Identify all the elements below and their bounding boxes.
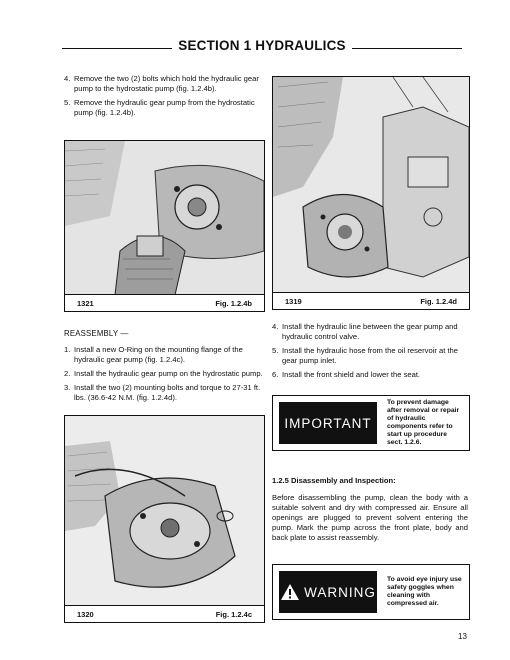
list-item: [64, 98, 264, 118]
important-callout: [272, 395, 470, 451]
list-item: [272, 370, 468, 380]
reassembly-steps-continued: [272, 322, 468, 384]
important-note: [387, 396, 463, 450]
step-text: Install the hydraulic gear pump on the hydrostatic pump.: [74, 369, 263, 378]
list-item: [64, 369, 264, 379]
step-text: Remove the hydraulic gear pump from the hydrostatic pump (fig. 1.2.4b).: [74, 98, 255, 117]
warning-note-text: To avoid eye injury use safety goggles when cleaning with compressed air.: [387, 576, 462, 607]
figure-1-2-4b: [64, 140, 265, 312]
header-rule-left: [62, 48, 172, 49]
figure-caption: [273, 292, 469, 309]
reassembly-heading: REASSEMBLY —: [64, 329, 129, 338]
figure-number: 1320: [77, 610, 94, 619]
step-number: 4.: [64, 74, 71, 83]
warning-callout: [272, 564, 470, 620]
figure-caption: [65, 294, 264, 311]
step-number: 4.: [272, 322, 279, 331]
figure-label: Fig. 1.2.4c: [215, 610, 252, 619]
section-title: SECTION 1 HYDRAULICS: [178, 38, 346, 53]
pump-photo-illustration: [273, 77, 469, 293]
removal-steps: [64, 74, 264, 122]
section-header: [62, 38, 462, 58]
step-number: 5.: [272, 346, 279, 355]
list-item: [64, 345, 264, 365]
important-badge: IMPORTANT: [279, 402, 377, 444]
figure-label: Fig. 1.2.4d: [420, 297, 457, 306]
disassembly-heading: 1.2.5 Disassembly and Inspection:: [272, 476, 396, 485]
warning-note: [387, 565, 463, 619]
figure-label: Fig. 1.2.4b: [215, 299, 252, 308]
gear-pump-photo-illustration: [65, 416, 264, 606]
list-item: [272, 322, 468, 342]
warning-label: WARNING: [304, 584, 376, 600]
figure-caption: [65, 605, 264, 622]
list-item: [64, 383, 264, 403]
step-number: 1.: [64, 345, 71, 354]
figure-1-2-4d: [272, 76, 470, 310]
disassembly-paragraph: Before disassembling the pump, clean the body with a suitable solvent and dry with compressed air. Ensure all openings are plugged to prevent solvent entering the pump. Mark the pump across the front plate, body and back plate to assist reassembly.: [272, 493, 468, 542]
step-number: 2.: [64, 369, 71, 378]
step-text: Remove the two (2) bolts which hold the hydraulic gear pump to the hydrostatic pump (fig. 1.2.4b).: [74, 74, 259, 93]
step-number: 3.: [64, 383, 71, 392]
step-text: Install a new O-Ring on the mounting flange of the hydraulic gear pump (fig. 1.2.4c).: [74, 345, 243, 364]
figure-1-2-4c: [64, 415, 265, 623]
list-item: [272, 346, 468, 366]
list-item: [64, 74, 264, 94]
pump-photo-illustration: [65, 141, 264, 295]
step-text: Install the hydraulic line between the gear pump and hydraulic control valve.: [282, 322, 458, 341]
page-number: 13: [458, 632, 467, 641]
step-text: Install the hydraulic hose from the oil reservoir at the gear pump inlet.: [282, 346, 459, 365]
step-text: Install the front shield and lower the seat.: [282, 370, 421, 379]
reassembly-steps: [64, 345, 264, 407]
header-rule-right: [352, 48, 462, 49]
warning-triangle-icon: [280, 583, 300, 601]
step-number: 5.: [64, 98, 71, 107]
step-text: Install the two (2) mounting bolts and torque to 27-31 ft. lbs. (36.6-42 N.M. (fig. 1.2.4d).: [74, 383, 261, 402]
figure-number: 1321: [77, 299, 94, 308]
important-note-text: To prevent damage after removal or repair of hydraulic components refer to start up procedure sect. 1.2.6.: [387, 399, 460, 446]
warning-badge: [279, 571, 377, 613]
step-number: 6.: [272, 370, 279, 379]
figure-number: 1319: [285, 297, 302, 306]
